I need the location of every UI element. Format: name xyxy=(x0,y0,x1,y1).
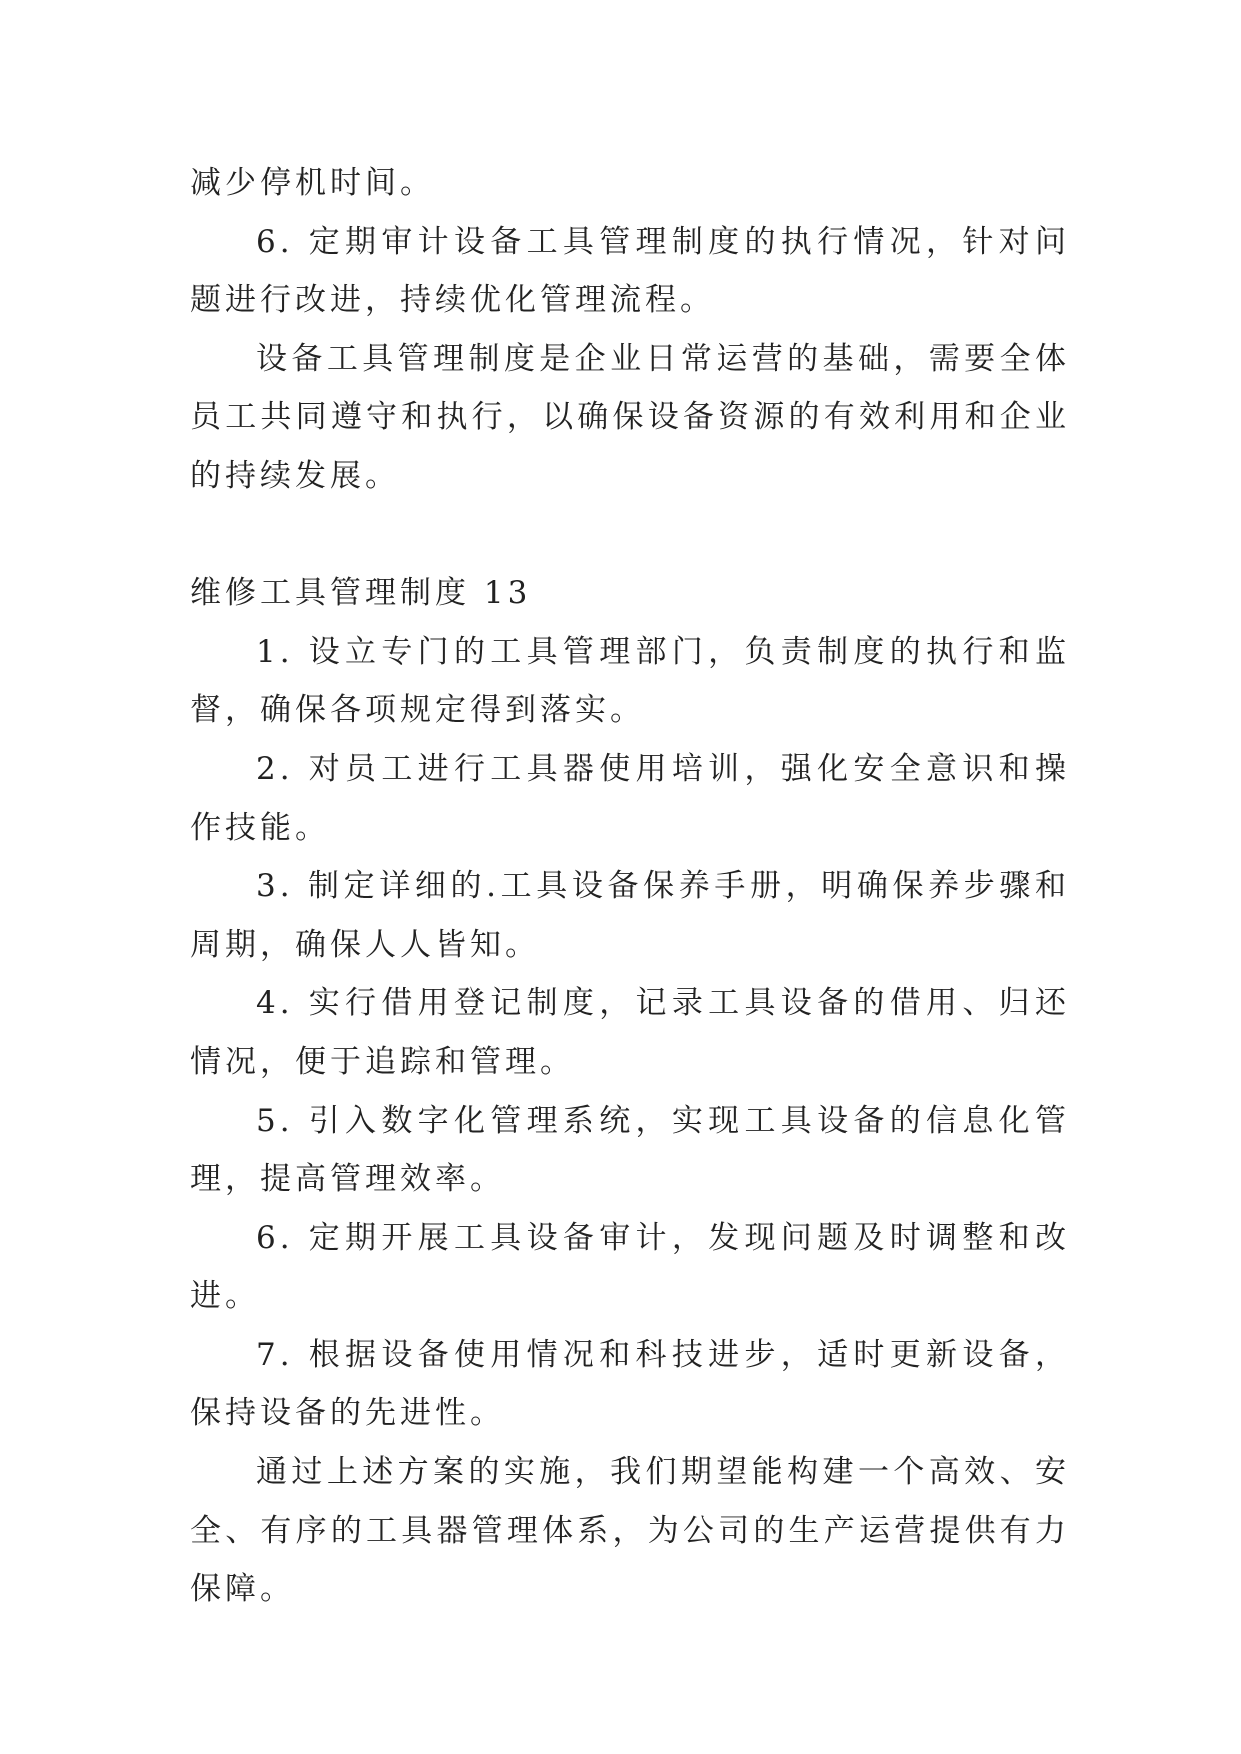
section-paragraph-5: 5. 引入数字化管理系统，实现工具设备的信息化管理，提高管理效率。 xyxy=(190,1102,1070,1198)
closing-paragraph: 通过上述方案的实施，我们期望能构建一个高效、安全、有序的工具器管理体系，为公司的生产运营提供有力保障。 xyxy=(190,1454,1070,1608)
section-paragraph-4: 4. 实行借用登记制度，记录工具设备的借用、归还情况，便于追踪和管理。 xyxy=(190,985,1070,1080)
section-paragraph-2: 2. 对员工进行工具器使用培训，强化安全意识和操作技能。 xyxy=(190,750,1070,846)
section-paragraph-3: 3. 制定详细的.工具设备保养手册，明确保养步骤和周期，确保人人皆知。 xyxy=(190,868,1070,963)
section-paragraph-7: 7. 根据设备使用情况和科技进步，适时更新设备，保持设备的先进性。 xyxy=(190,1336,1070,1432)
section-title: 维修工具管理制度 13 xyxy=(190,575,532,612)
paragraph-continuation-2: 6. 定期审计设备工具管理制度的执行情况，针对问题进行改进，持续优化管理流程。 xyxy=(190,223,1070,319)
section-gap xyxy=(190,506,1070,565)
paragraph-continuation-1: 减少停机时间。 xyxy=(190,165,435,201)
section-paragraph-6: 6. 定期开展工具设备审计，发现问题及时调整和改进。 xyxy=(190,1219,1070,1315)
section-paragraph-1: 1. 设立专门的工具管理部门，负责制度的执行和监督，确保各项规定得到落实。 xyxy=(190,633,1070,729)
document-body xyxy=(190,154,1070,1619)
paragraph-continuation-3: 设备工具管理制度是企业日常运营的基础，需要全体员工共同遵守和执行，以确保设备资源的有效利用和企业的持续发展。 xyxy=(190,340,1070,494)
